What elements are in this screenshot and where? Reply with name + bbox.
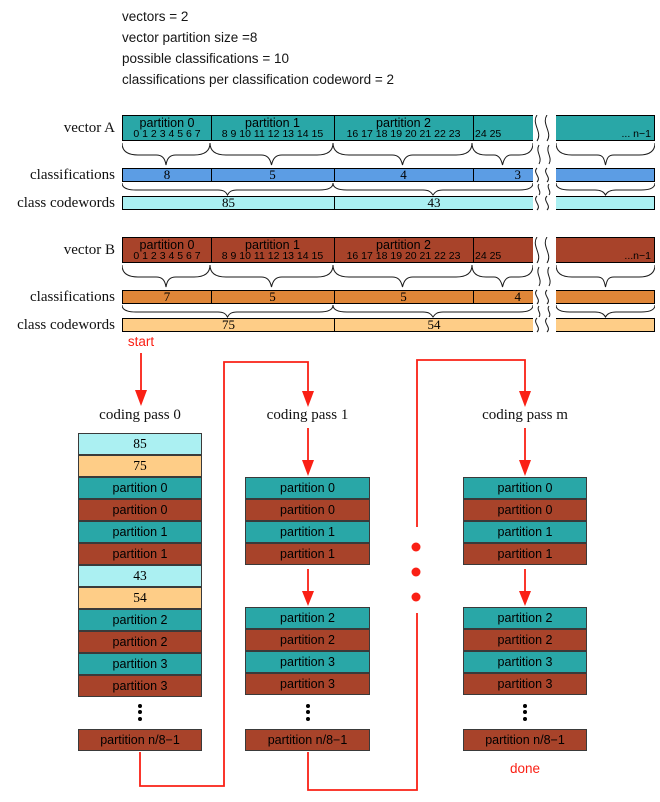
stack-box: partition 3	[245, 673, 370, 695]
classifications-b-label: classifications	[30, 289, 115, 305]
codeword-value: 43	[427, 195, 441, 210]
cell-divider	[334, 291, 335, 303]
arrowhead	[302, 391, 314, 407]
stack-box: 85	[78, 433, 202, 455]
stack-box-last: partition n/8−1	[78, 729, 202, 751]
classification-value: 3	[514, 167, 521, 182]
stack-box: partition 2	[245, 607, 370, 629]
cell-divider	[473, 169, 474, 181]
stack-box-last: partition n/8−1	[245, 729, 370, 751]
partition-divider	[211, 238, 212, 262]
index-row: 8 9 10 11 12 13 14 15	[221, 128, 324, 140]
coding-pass-0-column	[78, 433, 202, 697]
stack-box: partition 3	[78, 653, 202, 675]
stack-box: partition 1	[78, 543, 202, 565]
stack-box: partition 1	[463, 521, 587, 543]
partition-divider	[334, 238, 335, 262]
stack-box: partition 1	[78, 521, 202, 543]
stack-box: partition 3	[78, 675, 202, 697]
arrowhead	[519, 591, 531, 606]
coding-pass-m-label: coding pass m	[482, 407, 568, 423]
coding-pass-0-label: coding pass 0	[99, 407, 181, 423]
codeword-value: 75	[222, 317, 235, 332]
codewords-a-label: class codewords	[17, 195, 115, 211]
stack-box: partition 2	[78, 609, 202, 631]
coding-pass-1-group-1	[245, 477, 370, 565]
partition-label: partition 1	[245, 238, 300, 252]
classification-value: 8	[163, 167, 171, 182]
index-row: 0 1 2 3 4 5 6 7	[133, 250, 201, 262]
stack-box: partition 0	[78, 477, 202, 499]
codewords-b-bar	[122, 318, 655, 332]
stack-box: 43	[78, 565, 202, 587]
partition-divider	[211, 116, 212, 140]
cell-divider	[334, 319, 335, 331]
param-partition-size: vector partition size =8	[122, 30, 258, 45]
stack-box: partition 0	[78, 499, 202, 521]
classifications-b-bar	[122, 290, 655, 304]
ellipsis-dots	[463, 701, 587, 723]
codeword-value: 54	[427, 317, 441, 332]
cell-divider	[334, 169, 335, 181]
stack-box: partition 3	[245, 651, 370, 673]
index-row: 0 1 2 3 4 5 6 7	[133, 128, 201, 140]
arrowhead	[519, 460, 531, 476]
ellipsis-dots	[78, 701, 202, 723]
vector-a-label: vector A	[63, 120, 115, 136]
codewords-a-bar	[122, 196, 655, 210]
ellipsis-dots	[245, 701, 370, 723]
index-row-extra: 24 25	[475, 250, 502, 262]
classifications-a-label: classifications	[30, 167, 115, 183]
param-vectors: vectors = 2	[122, 9, 189, 24]
param-classifications: possible classifications = 10	[122, 51, 289, 66]
coding-pass-1-label: coding pass 1	[266, 407, 349, 423]
start-label: start	[127, 334, 155, 349]
partition-label: partition 2	[376, 238, 431, 252]
arrowhead	[519, 391, 531, 407]
coding-pass-1-group-2	[245, 607, 370, 695]
partition-label: partition 0	[139, 116, 195, 130]
done-label: done	[509, 761, 541, 776]
index-row-tail: ...n−1	[624, 250, 651, 262]
partition-divider	[473, 116, 474, 140]
coding-pass-m-group-2	[463, 607, 587, 695]
stack-box: partition 2	[245, 629, 370, 651]
param-classifications-per-codeword: classifications per classification codeword = 2	[122, 72, 395, 87]
arrowhead	[135, 390, 147, 406]
index-row: 16 17 18 19 20 21 22 23	[346, 250, 461, 262]
index-row: 8 9 10 11 12 13 14 15	[221, 250, 324, 262]
partition-label: partition 0	[139, 238, 195, 252]
vector-b-bar	[122, 237, 655, 263]
arrowhead	[302, 591, 314, 606]
index-row-extra: 24 25	[475, 128, 502, 140]
parameters-text	[122, 6, 394, 90]
stack-box: partition 0	[463, 477, 587, 499]
codeword-value: 85	[222, 195, 235, 210]
classification-value: 7	[163, 289, 171, 304]
cell-divider	[334, 197, 335, 209]
index-row-tail: ... n−1	[621, 128, 651, 140]
partition-label: partition 2	[376, 116, 431, 130]
stack-box: partition 3	[463, 651, 587, 673]
stack-box: partition 1	[245, 521, 370, 543]
classification-value: 5	[400, 289, 407, 304]
stack-box-last: partition n/8−1	[463, 729, 587, 751]
stack-box: partition 0	[245, 499, 370, 521]
stack-box: partition 2	[463, 607, 587, 629]
index-row: 16 17 18 19 20 21 22 23	[346, 128, 461, 140]
stack-box: partition 2	[78, 631, 202, 653]
stack-box: partition 1	[245, 543, 370, 565]
continuation-dot	[412, 543, 421, 552]
stack-box: partition 1	[463, 543, 587, 565]
partition-divider	[334, 116, 335, 140]
classification-value: 4	[514, 289, 521, 304]
cell-divider	[211, 169, 212, 181]
stack-box: partition 0	[463, 499, 587, 521]
classifications-a-bar	[122, 168, 655, 182]
arrowhead	[302, 460, 314, 476]
cell-divider	[473, 291, 474, 303]
stack-box: 54	[78, 587, 202, 609]
vector-a-bar	[122, 115, 655, 141]
stack-box: partition 2	[463, 629, 587, 651]
partition-divider	[473, 238, 474, 262]
partition-label: partition 1	[245, 116, 300, 130]
classification-value: 5	[269, 289, 276, 304]
stack-box: partition 3	[463, 673, 587, 695]
classification-value: 4	[400, 167, 407, 182]
continuation-dot	[412, 593, 421, 602]
stack-box: partition 0	[245, 477, 370, 499]
cell-divider	[211, 291, 212, 303]
vector-b-label: vector B	[63, 242, 115, 258]
coding-pass-m-group-1	[463, 477, 587, 565]
codewords-b-label: class codewords	[17, 317, 115, 333]
continuation-dot	[412, 568, 421, 577]
stack-box: 75	[78, 455, 202, 477]
classification-value: 5	[269, 167, 276, 182]
